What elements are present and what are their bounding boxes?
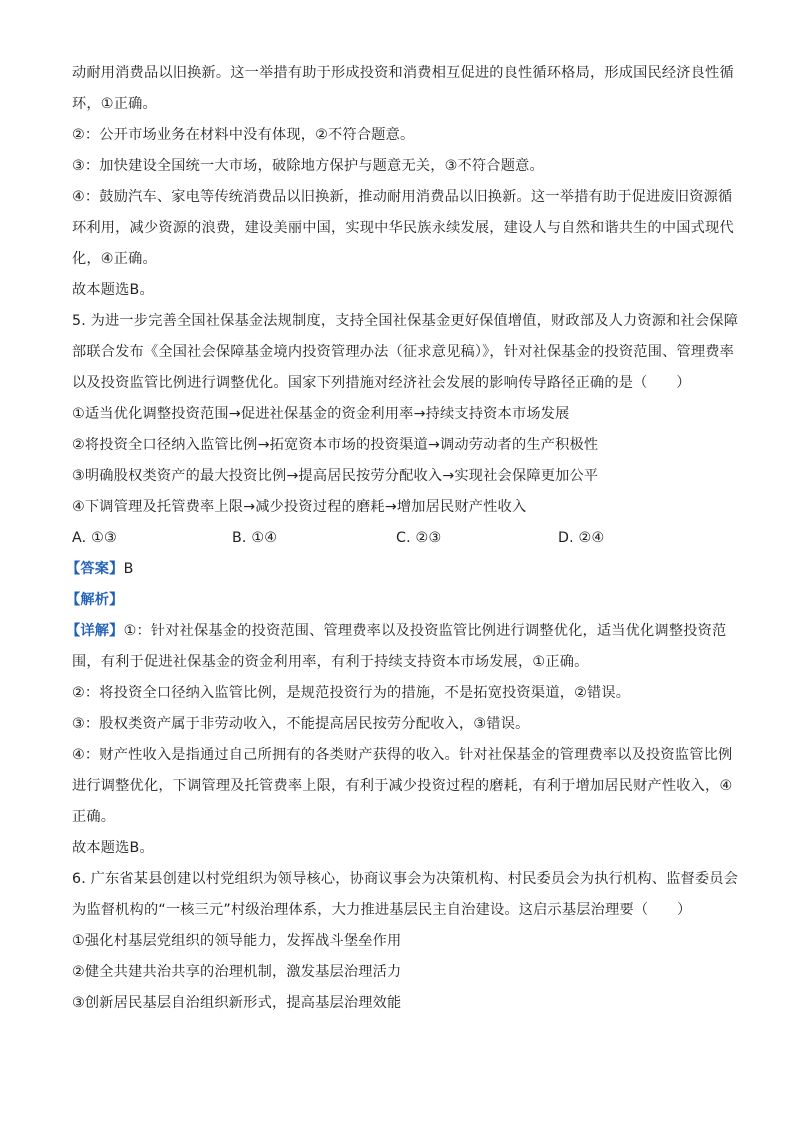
question-item: ②将投资全口径纳入监管比例→拓宽资本市场的投资渠道→调动劳动者的生产积极性 [72, 437, 599, 453]
option-b: B. ①④ [232, 530, 278, 546]
text-line: 环利用，减少资源的浪费，建设美丽中国，实现中华民族永续发展，建设人与自然和谐共生的中国式现代 [72, 220, 734, 236]
text-line: 化，④正确。 [72, 251, 157, 267]
detail-line: 进行调整优化，下调管理及托管费率上限，有利于减少投资过程的磨耗，有利于增加居民财产性收入，④ [72, 778, 733, 794]
text-line: ②：公开市场业务在材料中没有体现，②不符合题意。 [72, 127, 415, 143]
question-item: ③创新居民基层自治组织新形式，提高基层治理效能 [72, 995, 402, 1011]
detail-text: ①：针对社保基金的投资范围、管理费率以及投资监管比例进行调整优化，适当优化调整投资范 [123, 623, 727, 639]
question-stem: 5. 为进一步完善全国社保基金法规制度，支持全国社保基金更好保值增值，财政部及人力资源和社会保障 [72, 313, 739, 329]
text-line: ③：加快建设全国统一大市场，破除地方保护与题意无关，③不符合题意。 [72, 158, 544, 174]
analysis-tag: 【解析】 [66, 592, 124, 608]
question-item: ②健全共建共治共享的治理机制，激发基层治理活力 [72, 964, 402, 980]
text-line: 动耐用消费品以旧换新。这一举措有助于形成投资和消费相互促进的良性循环格局，形成国民经济良性循 [72, 65, 734, 81]
question-item: ④下调管理及托管费率上限→减少投资过程的磨耗→增加居民财产性收入 [72, 499, 527, 515]
detail-line [66, 622, 726, 640]
question-item: ①强化村基层党组织的领导能力，发挥战斗堡垒作用 [72, 933, 402, 949]
detail-line: ④：财产性收入是指通过自己所拥有的各类财产获得的收入。针对社保基金的管理费率以及投资监管比例 [72, 747, 733, 763]
question-item: ①适当优化调整投资范围→促进社保基金的资金利用率→持续支持资本市场发展 [72, 406, 570, 422]
question-stem: 部联合发布《全国社会保障基金境内投资管理办法（征求意见稿）》，针对社保基金的投资范围、管理费率 [72, 344, 735, 360]
text-line: ④：鼓励汽车、家电等传统消费品以旧换新，推动耐用消费品以旧换新。这一举措有助于促进废旧资源循 [72, 189, 733, 205]
detail-line: 正确。 [72, 809, 116, 825]
text-line: 故本题选B。 [72, 282, 154, 298]
detail-tag: 【详解】 [66, 623, 124, 639]
text-line: 环，①正确。 [72, 96, 157, 112]
detail-line: 故本题选B。 [72, 840, 154, 856]
question-item: ③明确股权类资产的最大投资比例→提高居民按劳分配收入→实现社会保障更加公平 [72, 468, 599, 484]
detail-line: ②：将投资全口径纳入监管比例，是规范投资行为的措施，不是拓宽投资渠道，②错误。 [72, 685, 631, 701]
option-a: A. ①③ [72, 530, 117, 546]
option-d: D. ②④ [558, 530, 605, 546]
detail-line: 围，有利于促进社保基金的资金利用率，有利于持续支持资本市场发展，①正确。 [72, 654, 589, 670]
answer-line [66, 560, 726, 578]
detail-line: ③：股权类资产属于非劳动收入，不能提高居民按劳分配收入，③错误。 [72, 716, 530, 732]
analysis-line [66, 591, 726, 609]
question-stem: 以及投资监管比例进行调整优化。国家下列措施对经济社会发展的影响传导路径正确的是（ ） [72, 375, 691, 391]
answer-tag: 【答案】 [66, 561, 124, 577]
answer-value: B [123, 561, 134, 577]
question-stem: 6. 广东省某县创建以村党组织为领导核心，协商议事会为决策机构、村民委员会为执行机构、监督委员会 [72, 871, 739, 887]
option-c: C. ②③ [396, 530, 442, 546]
question-stem: 为监督机构的“一核三元”村级治理体系，大力推进基层民主自治建设。这启示基层治理要（ ） [72, 902, 692, 918]
